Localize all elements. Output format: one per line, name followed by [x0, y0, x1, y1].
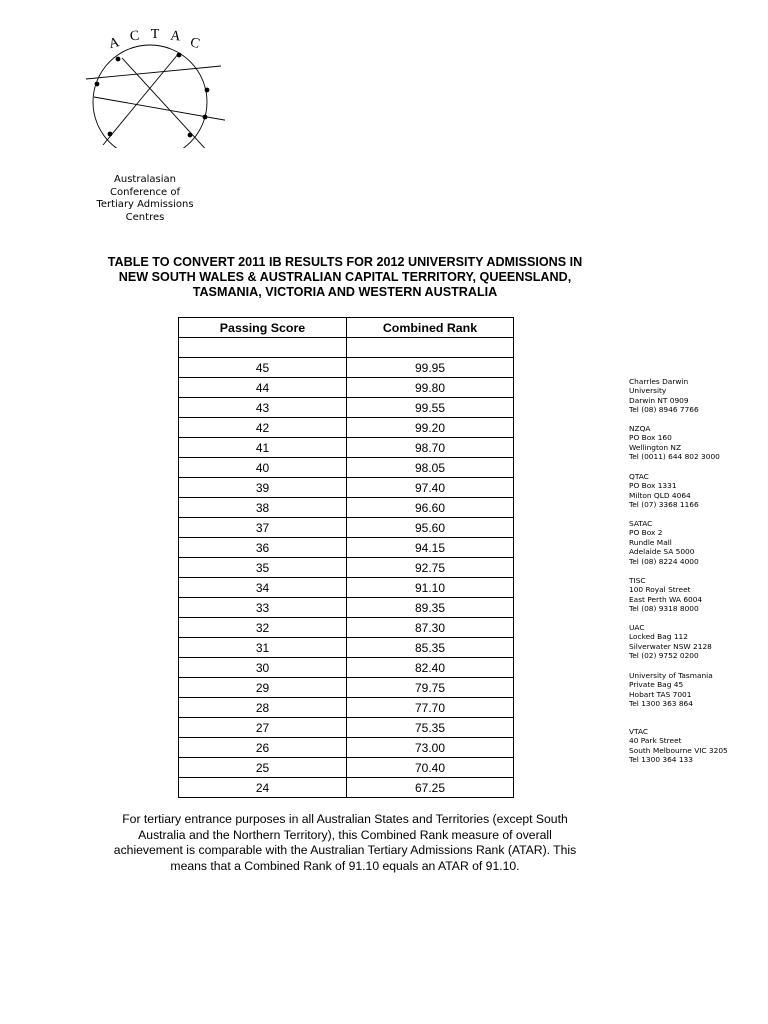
logo-dot [188, 133, 193, 138]
footnote-line: means that a Combined Rank of 91.10 equals an ATAR of 91.10. [170, 858, 520, 873]
contact-line: South Melbourne VIC 3205 [629, 745, 728, 755]
logo-letter: A [169, 28, 182, 45]
passing-score-cell: 36 [179, 538, 347, 558]
contact-line: Wellington NZ [629, 442, 682, 452]
document-title [90, 255, 600, 300]
logo-dot [116, 57, 121, 62]
contact-block [629, 671, 764, 709]
table-row [179, 778, 514, 798]
logo-caption [85, 174, 205, 224]
conversion-table [178, 317, 514, 798]
contact-name: University of Tasmania [629, 671, 713, 680]
table-row [179, 398, 514, 418]
combined-rank-cell: 82.40 [347, 658, 514, 678]
passing-score-cell: 24 [179, 778, 347, 798]
table-row [179, 638, 514, 658]
footnote-line: Australia and the Northern Territory), this Combined Rank measure of overall [138, 827, 552, 842]
contact-line: Tel 1300 364 133 [629, 755, 693, 765]
passing-score-cell: 26 [179, 738, 347, 758]
combined-rank-cell: 99.95 [347, 358, 514, 378]
passing-score-cell: 40 [179, 458, 347, 478]
contact-line: 100 Royal Street [629, 585, 691, 595]
combined-rank-cell: 97.40 [347, 478, 514, 498]
passing-score-cell: 41 [179, 438, 347, 458]
contact-line: Milton QLD 4064 [629, 490, 691, 500]
contact-name: SATAC [629, 519, 653, 528]
table-row [179, 558, 514, 578]
contact-block [629, 519, 764, 566]
contact-line: Tel 1300 363 864 [629, 699, 693, 709]
combined-rank-cell: 87.30 [347, 618, 514, 638]
combined-rank-cell: 85.35 [347, 638, 514, 658]
contact-block [629, 377, 764, 415]
contact-line: Silverwater NSW 2128 [629, 641, 712, 651]
logo-line [103, 53, 179, 145]
actac-logo [80, 28, 225, 148]
combined-rank-cell [347, 338, 514, 358]
contact-line: Rundle Mall [629, 537, 672, 547]
contact-name: Charrles Darwin [629, 377, 689, 386]
table-row [179, 418, 514, 438]
combined-rank-cell: 77.70 [347, 698, 514, 718]
contact-line: PO Box 2 [629, 528, 663, 538]
combined-rank-cell: 99.20 [347, 418, 514, 438]
table-row [179, 758, 514, 778]
combined-rank-cell: 98.05 [347, 458, 514, 478]
contact-line: Private Bag 45 [629, 680, 684, 690]
table-row [179, 618, 514, 638]
logo-dot [108, 132, 113, 137]
contact-name: NZQA [629, 424, 651, 433]
table-row [179, 458, 514, 478]
table-row [179, 338, 514, 358]
contact-block [629, 472, 764, 510]
passing-score-cell: 32 [179, 618, 347, 638]
contact-name: VTAC [629, 727, 649, 736]
passing-score-cell: 34 [179, 578, 347, 598]
contact-block [629, 727, 764, 765]
passing-score-cell: 33 [179, 598, 347, 618]
combined-rank-cell: 91.10 [347, 578, 514, 598]
table-row [179, 518, 514, 538]
combined-rank-cell: 89.35 [347, 598, 514, 618]
table-row [179, 358, 514, 378]
passing-score-cell: 39 [179, 478, 347, 498]
logo-letter: C [129, 28, 141, 45]
header-passing-score: Passing Score [179, 318, 347, 338]
passing-score-cell: 42 [179, 418, 347, 438]
table-row [179, 438, 514, 458]
title-line: TASMANIA, VICTORIA AND WESTERN AUSTRALIA [192, 285, 498, 299]
header-combined-rank: Combined Rank [347, 318, 514, 338]
passing-score-cell: 30 [179, 658, 347, 678]
contact-line: Tel (02) 9752 0200 [629, 651, 699, 661]
logo-letter: C [188, 35, 202, 53]
combined-rank-cell: 99.55 [347, 398, 514, 418]
table-body [179, 338, 514, 798]
table-row [179, 498, 514, 518]
contact-line: Adelaide SA 5000 [629, 547, 695, 557]
contact-block [629, 576, 764, 614]
logo-caption-line: Conference of [110, 186, 180, 198]
contact-name: UAC [629, 623, 645, 632]
combined-rank-cell: 96.60 [347, 498, 514, 518]
contact-name: QTAC [629, 472, 649, 481]
contact-line: Tel (07) 3368 1166 [629, 500, 699, 510]
contact-block [629, 424, 764, 462]
logo-letter: T [150, 28, 160, 42]
logo-letter: A [107, 35, 121, 53]
combined-rank-cell: 70.40 [347, 758, 514, 778]
logo-dot [177, 53, 182, 58]
title-line: TABLE TO CONVERT 2011 IB RESULTS FOR 2012 UNIVERSITY ADMISSIONS IN [107, 255, 583, 269]
passing-score-cell: 27 [179, 718, 347, 738]
table-row [179, 378, 514, 398]
passing-score-cell: 29 [179, 678, 347, 698]
combined-rank-cell: 94.15 [347, 538, 514, 558]
footnote-line: achievement is comparable with the Australian Tertiary Admissions Rank (ATAR). This [113, 843, 577, 857]
footnote [90, 812, 600, 874]
contact-line: PO Box 1331 [629, 481, 677, 491]
logo-caption-line: Tertiary Admissions [96, 199, 194, 210]
combined-rank-cell: 79.75 [347, 678, 514, 698]
table-row [179, 578, 514, 598]
passing-score-cell: 28 [179, 698, 347, 718]
combined-rank-cell: 92.75 [347, 558, 514, 578]
contact-line: East Perth WA 6004 [629, 594, 703, 604]
contact-line: Tel (08) 8224 4000 [629, 556, 699, 566]
table-header-row [179, 318, 514, 338]
table-row [179, 478, 514, 498]
table-row [179, 658, 514, 678]
logo-dot [95, 82, 100, 87]
footnote-line: For tertiary entrance purposes in all Australian States and Territories (except South [122, 812, 568, 826]
contact-line: Tel (08) 8946 7766 [629, 405, 699, 415]
passing-score-cell: 44 [179, 378, 347, 398]
table-row [179, 678, 514, 698]
combined-rank-cell: 98.70 [347, 438, 514, 458]
contact-line: University [629, 386, 667, 396]
passing-score-cell: 43 [179, 398, 347, 418]
contact-line: Locked Bag 112 [629, 632, 688, 642]
passing-score-cell: 45 [179, 358, 347, 378]
table-row [179, 538, 514, 558]
combined-rank-cell: 95.60 [347, 518, 514, 538]
passing-score-cell: 25 [179, 758, 347, 778]
combined-rank-cell: 67.25 [347, 778, 514, 798]
contact-line: Tel (08) 9318 8000 [629, 604, 699, 614]
passing-score-cell: 37 [179, 518, 347, 538]
logo-dot [203, 115, 208, 120]
logo-caption-line: Centres [125, 211, 165, 223]
combined-rank-cell: 73.00 [347, 738, 514, 758]
contact-line: PO Box 160 [629, 433, 672, 443]
passing-score-cell: 31 [179, 638, 347, 658]
logo-caption-line: Australasian [114, 174, 176, 185]
contact-line: 40 Park Street [629, 736, 682, 746]
table-row [179, 598, 514, 618]
title-line: NEW SOUTH WALES & AUSTRALIAN CAPITAL TERRITORY, QUEENSLAND, [118, 270, 572, 284]
table-row [179, 718, 514, 738]
contact-block [629, 623, 764, 661]
logo-dot [205, 88, 210, 93]
table-row [179, 738, 514, 758]
contact-line: Darwin NT 0909 [629, 395, 689, 405]
table-row [179, 698, 514, 718]
combined-rank-cell: 75.35 [347, 718, 514, 738]
passing-score-cell [179, 338, 347, 358]
contact-name: TISC [629, 576, 646, 585]
contact-line: Tel (0011) 644 802 3000 [629, 452, 720, 462]
combined-rank-cell: 99.80 [347, 378, 514, 398]
contact-line: Hobart TAS 7001 [629, 689, 692, 699]
passing-score-cell: 38 [179, 498, 347, 518]
passing-score-cell: 35 [179, 558, 347, 578]
